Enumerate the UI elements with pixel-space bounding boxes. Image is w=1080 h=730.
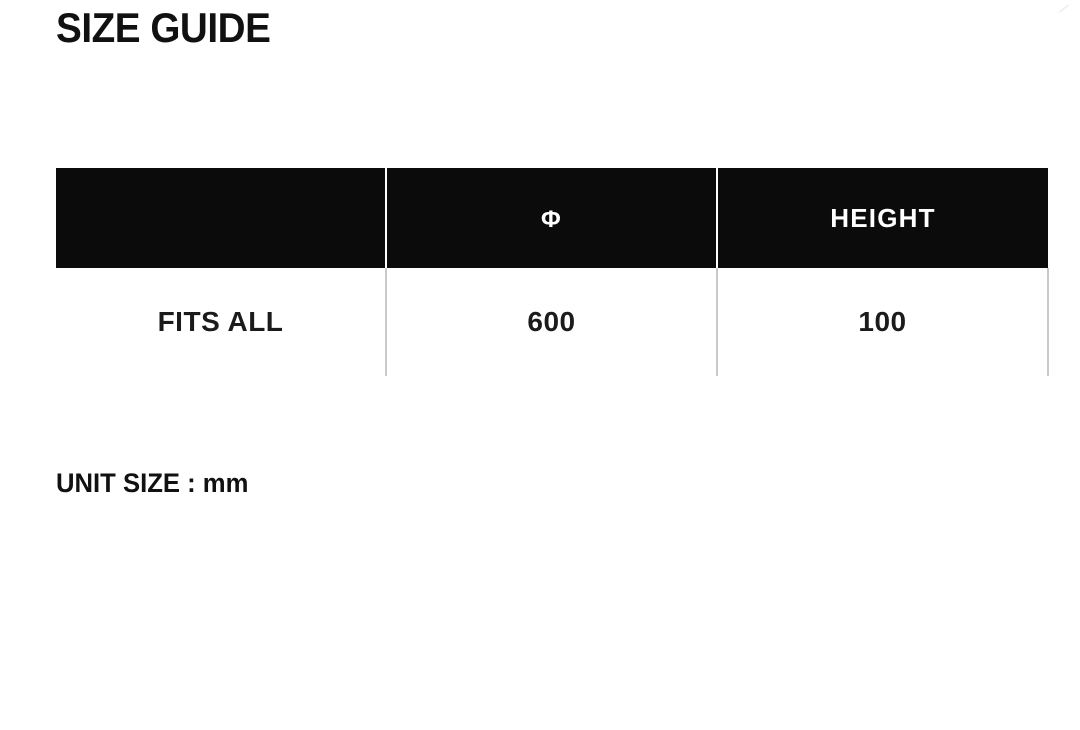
- table-header: [56, 168, 1048, 268]
- corner-mark-icon: [1054, 4, 1072, 22]
- cell-size-label: FITS ALL: [56, 268, 386, 376]
- column-header-height: HEIGHT: [717, 168, 1048, 268]
- table-body: [56, 268, 1048, 376]
- unit-size-note: UNIT SIZE : mm: [56, 468, 249, 498]
- column-header-label: [56, 168, 386, 268]
- cell-height-value: 100: [717, 268, 1048, 376]
- column-header-diameter: [386, 168, 717, 268]
- table-header-row: [56, 168, 1048, 268]
- table-row: [56, 268, 1048, 376]
- page-title: SIZE GUIDE: [56, 4, 271, 51]
- diameter-symbol: Φ: [541, 205, 562, 233]
- size-guide-table: [56, 168, 1049, 376]
- cell-diameter-value: 600: [386, 268, 717, 376]
